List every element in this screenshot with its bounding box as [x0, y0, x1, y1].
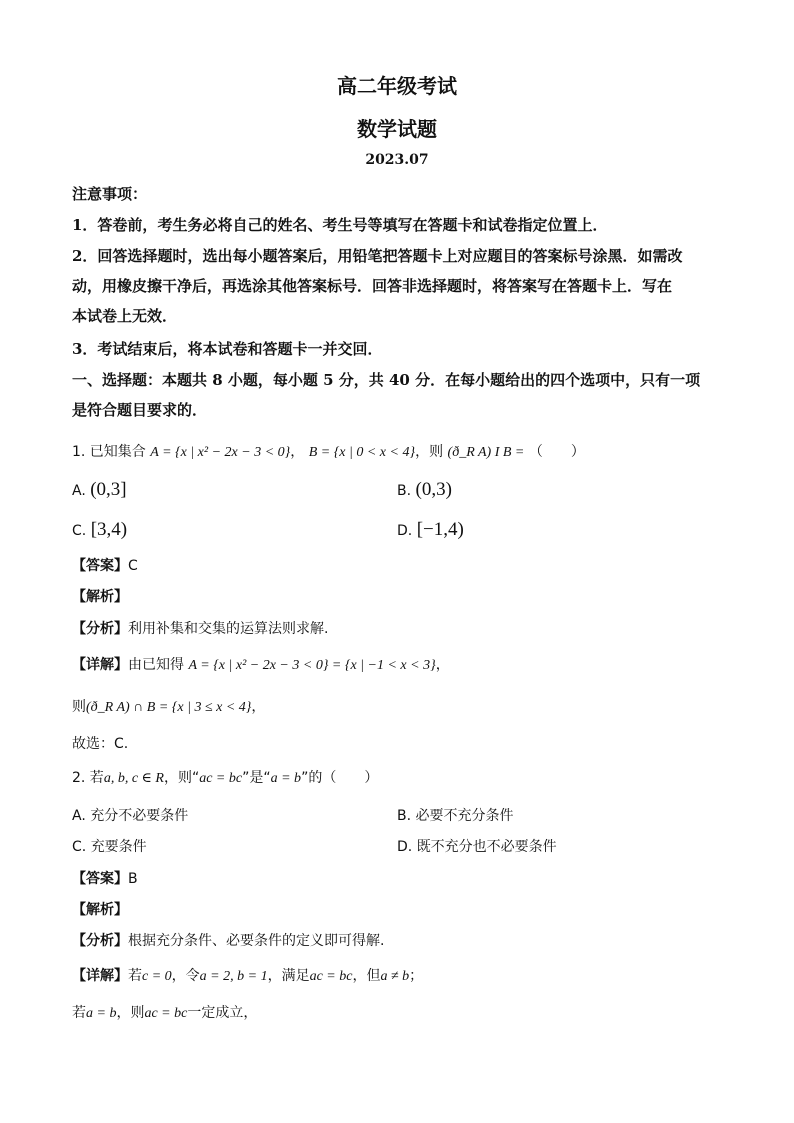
- q1-option-d-text: [−1,4): [416, 519, 464, 540]
- q1-detail2-pre: 则: [72, 699, 86, 715]
- q2-mid-1: ，则“: [163, 770, 200, 786]
- q1-fenxi-text: 利用补集和交集的运算法则求解.: [128, 621, 329, 637]
- exam-subject: 数学试题: [357, 117, 437, 141]
- q2-fenxi-tag: 【分析】: [72, 933, 128, 949]
- exam-title: 高二年级考试: [337, 74, 457, 98]
- q2-analysis-tag: 【解析】: [72, 902, 128, 918]
- q1-detail2-math: (ð_R A) ∩ B = {x | 3 ≤ x < 4}: [86, 700, 252, 715]
- q2-fenxi-text: 根据充分条件、必要条件的定义即可得解.: [128, 933, 385, 949]
- q1-option-c-label: C.: [72, 523, 87, 539]
- q2-d1-e: ；: [409, 968, 424, 984]
- q2-q: a = b: [270, 771, 302, 786]
- q1-option-a-label: A.: [72, 483, 86, 499]
- q2-d1-m3: ac = bc: [309, 969, 353, 984]
- q1-answer-value: C: [128, 558, 138, 574]
- q1-fenxi: [72, 619, 328, 639]
- q2-prefix: 2. 若: [72, 770, 104, 786]
- notes-item-2-line-3: 本试卷上无效．: [72, 307, 178, 325]
- q1-option-a-text: (0,3]: [90, 479, 127, 500]
- notes-heading: 注意事项：: [72, 185, 148, 203]
- q2-d1-d: ，但: [352, 968, 381, 984]
- section1-line-1: 一、选择题：本题共 8 小题，每小题 5 分，共 40 分．在每小题给出的四个选项中，只有一项: [72, 371, 701, 389]
- q1-fenxi-tag: 【分析】: [72, 621, 128, 637]
- q2-d2-m1: a = b: [86, 1006, 117, 1021]
- q1-option-c-text: [3,4): [90, 519, 128, 540]
- q2-detail-tag: 【详解】: [72, 968, 128, 984]
- q2-option-d-text: 既不充分也不必要条件: [416, 839, 557, 855]
- q2-option-a: [72, 806, 188, 826]
- q2-option-c: [72, 837, 147, 857]
- question-1: [72, 442, 585, 463]
- q2-d1-m4: a ≠ b: [380, 969, 410, 984]
- q2-d1-c: ，满足: [267, 968, 310, 984]
- q2-mid-3: ”的（ ）: [301, 770, 379, 786]
- q2-option-c-label: C.: [72, 839, 87, 855]
- q1-detail: [72, 655, 450, 676]
- q1-analysis-tag: 【解析】: [72, 589, 128, 605]
- q2-d2-b: ，则: [116, 1005, 145, 1021]
- q1-set-a: A = {x | x² − 2x − 3 < 0}: [150, 445, 291, 460]
- q1-sep: ，: [290, 444, 305, 460]
- q1-option-d-label: D.: [397, 523, 413, 539]
- q2-option-b: [397, 806, 514, 826]
- q2-answer-value: B: [128, 871, 138, 887]
- q1-answer: [72, 556, 138, 576]
- q2-p: ac = bc: [199, 771, 243, 786]
- q2-option-b-label: B.: [397, 808, 412, 824]
- q2-option-a-text: 充分不必要条件: [90, 808, 189, 824]
- q2-detail: [72, 966, 423, 987]
- q2-condition: a, b, c ∈ R: [103, 771, 164, 786]
- q1-detail-2: [72, 697, 265, 718]
- notes-item-3: 3．考试结束后，将本试卷和答题卡一并交回．: [72, 340, 383, 358]
- q1-then: ，则: [415, 444, 444, 460]
- section1-line-2: 是符合题目要求的．: [72, 401, 208, 419]
- q1-prefix: 1. 已知集合: [72, 444, 146, 460]
- q1-option-b-label: B.: [397, 483, 412, 499]
- q2-d1-m2: a = 2, b = 1: [199, 969, 268, 984]
- q2-fenxi: [72, 931, 384, 951]
- q1-answer-tag: 【答案】: [72, 558, 128, 574]
- q2-answer-tag: 【答案】: [72, 871, 128, 887]
- q2-d2-a: 若: [72, 1005, 86, 1021]
- q2-mid-2: ”是“: [242, 770, 271, 786]
- notes-item-2-line-1: 2．回答选择题时，选出每小题答案后，用铅笔把答题卡上对应题目的答案标号涂黑．如需改: [72, 247, 683, 265]
- q2-d2-c: 一定成立，: [187, 1005, 258, 1021]
- q1-set-b: B = {x | 0 < x < 4}: [308, 445, 416, 460]
- q2-option-c-text: 充要条件: [90, 839, 147, 855]
- notes-item-2-line-2: 动，用橡皮擦干净后，再选涂其他答案标号．回答非选择题时，将答案写在答题卡上．写在: [72, 277, 673, 295]
- q1-detail-tag: 【详解】: [72, 657, 128, 673]
- q1-answer-paren: （ ）: [528, 444, 585, 460]
- q1-detail2-post: ，: [251, 699, 266, 715]
- question-2: [72, 768, 378, 789]
- q2-answer: [72, 869, 138, 889]
- q1-option-c: [72, 520, 127, 541]
- q1-option-a: [72, 480, 127, 501]
- q2-d1-m1: c = 0: [142, 969, 172, 984]
- q1-detail-pre: 由已知得: [128, 657, 184, 673]
- q1-option-d: [397, 520, 464, 541]
- q2-d1-b: ，令: [171, 968, 200, 984]
- q2-d1-a: 若: [128, 968, 142, 984]
- q1-option-b: [397, 480, 452, 501]
- q2-option-b-text: 必要不充分条件: [415, 808, 514, 824]
- q2-detail-2: [72, 1003, 257, 1024]
- q2-d2-m2: ac = bc: [144, 1006, 188, 1021]
- notes-item-1: 1．答卷前，考生务必将自己的姓名、考生号等填写在答题卡和试卷指定位置上．: [72, 216, 608, 234]
- exam-date: 2023.07: [365, 152, 429, 168]
- q1-conclusion: 故选：C.: [72, 736, 129, 752]
- q2-option-d: [397, 837, 557, 857]
- q1-option-b-text: (0,3): [415, 479, 452, 500]
- q1-expression: (ð_R A) I B =: [447, 445, 525, 460]
- q2-option-d-label: D.: [397, 839, 413, 855]
- q2-option-a-label: A.: [72, 808, 86, 824]
- q1-detail-post: ，: [435, 657, 450, 673]
- q1-detail-math: A = {x | x² − 2x − 3 < 0} = {x | −1 < x < 3}: [188, 658, 436, 673]
